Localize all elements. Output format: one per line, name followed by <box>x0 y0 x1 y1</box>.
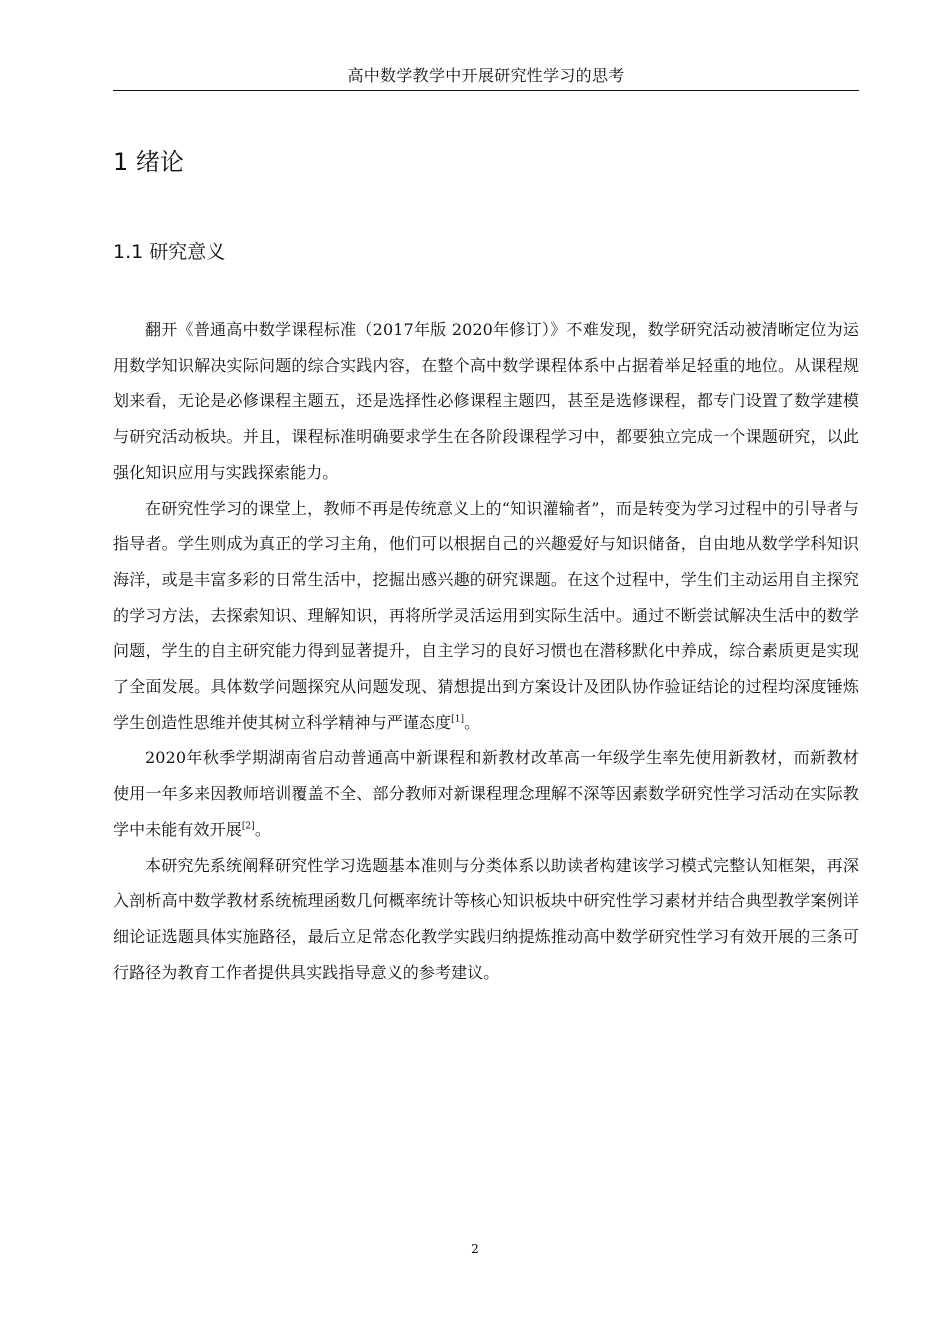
paragraph <box>113 740 859 847</box>
paragraph-text: 2020年秋季学期湖南省启动普通高中新课程和新教材改革高一年级学生率先使用新教材，而新教材使用一年多来因教师培训覆盖不全、部分教师对新课程理念理解不深等因素数学研究性学习活动在实际教学中未能有效开展 <box>113 748 859 839</box>
page-number: 2 <box>471 1242 479 1256</box>
body-text <box>113 312 859 990</box>
chapter-title: 1 绪论 <box>113 148 184 176</box>
paragraph <box>113 848 859 991</box>
paragraph-text: 本研究先系统阐释研究性学习选题基本准则与分类体系以助读者构建该学习模式完整认知框架，再深入剖析高中数学教材系统梳理函数几何概率统计等核心知识板块中研究性学习素材并结合典型教学案例详细论证选题具体实施路径，最后立足常态化教学实践归纳提炼推动高中数学研究性学习有效开展的三条可行路径为教育工作者提供具实践指导意义的参考建议。 <box>113 855 859 982</box>
section-title: 1.1 研究意义 <box>113 241 226 263</box>
header-rule <box>113 90 859 91</box>
paragraph <box>113 491 859 741</box>
paragraph-tail: 。 <box>254 819 271 839</box>
paragraph-tail: 。 <box>464 712 481 732</box>
citation-ref[interactable]: [2] <box>241 821 255 832</box>
paragraph-text: 翻开《普通高中数学课程标准（2017年版 2020年修订）》不难发现，数学研究活动被清晰定位为运用数学知识解决实际问题的综合实践内容，在整个高中数学课程体系中占据着举足轻重的地位。从课程规划来看，无论是必修课程主题五，还是选择性必修课程主题四，甚至是选修课程，都专门设置了数学建模与研究活动板块。并且，课程标准明确要求学生在各阶段课程学习中，都要独立完成一个课题研究，以此强化知识应用与实践探索能力。 <box>113 320 859 482</box>
paragraph <box>113 312 859 491</box>
paragraph-text: 在研究性学习的课堂上，教师不再是传统意义上的“知识灌输者”，而是转变为学习过程中的引导者与指导者。学生则成为真正的学习主角，他们可以根据自己的兴趣爱好与知识储备，自由地从数学学科知识海洋，或是丰富多彩的日常生活中，挖掘出感兴趣的研究课题。在这个过程中，学生们主动运用自主探究的学习方法，去探索知识、理解知识，再将所学灵活运用到实际生活中。通过不断尝试解决生活中的数学问题，学生的自主研究能力得到显著提升，自主学习的良好习惯也在潜移默化中养成，综合素质更是实现了全面发展。具体数学问题探究从问题发现、猜想提出到方案设计及团队协作验证结论的过程均深度锤炼学生创造性思维并使其树立科学精神与严谨态度 <box>113 498 859 732</box>
citation-ref[interactable]: [1] <box>451 714 465 725</box>
page-header-title: 高中数学教学中开展研究性学习的思考 <box>347 66 625 85</box>
